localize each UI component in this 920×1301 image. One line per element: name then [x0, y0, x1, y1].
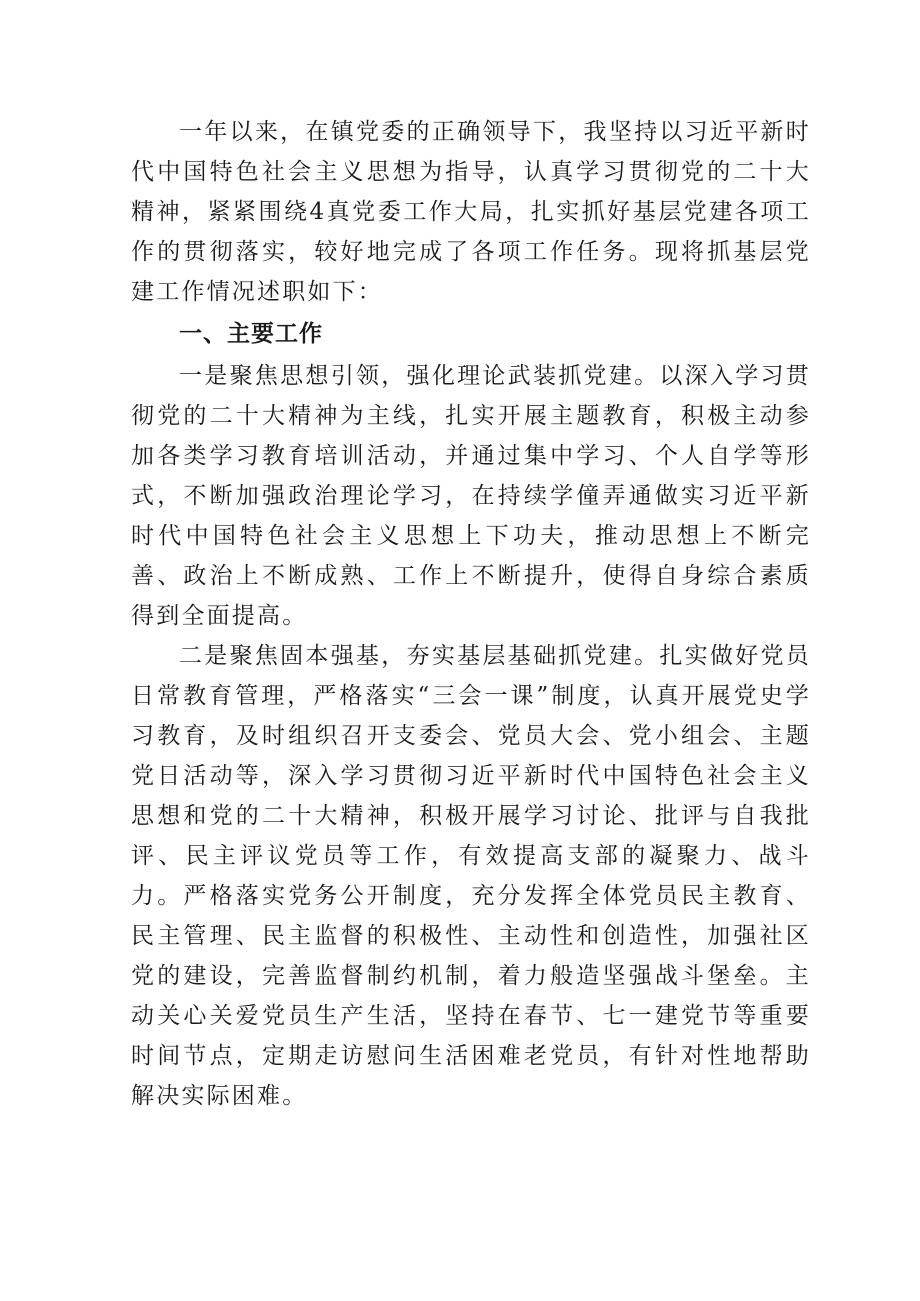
intro-paragraph: 一年以来，在镇党委的正确领导下，我坚持以习近平新时代中国特色社会主义思想为指导，认真学习贯彻党的二十大精神，紧紧围绕4真党委工作大局，扎实抓好基层党建各项工作的贯彻落实，较好地完成了各项工作任务。现将抓基层党建工作情况述职如下： [131, 119, 811, 305]
document-body [131, 112, 811, 1116]
paragraph-foundation: 二是聚焦固本强基，夯实基层基础抓党建。扎实做好党员日常教育管理，严格落实“三会一课”制度，认真开展党史学习教育，及时组织召开支委会、党员大会、党小组会、主题党日活动等，深入学习贯彻习近平新时代中国特色社会主义思想和党的二十大精神，积极开展学习讨论、批评与自我批评、民主评议党员等工作，有效提高支部的凝聚力、战斗力。严格落实党务公开制度，充分发挥全体党员民主教育、民主管理、民主监督的积极性、主动性和创造性，加强社区党的建设，完善监督制约机制，着力般造坚强战斗堡垒。主动关心关爱党员生产生活，坚持在春节、七一建党节等重要时间节点，定期走访慰问生活困难老党员，有针对性地帮助解决实际困难。 [131, 643, 811, 1109]
section-heading: 一、主要工作 [179, 321, 323, 347]
paragraph-ideology: 一是聚焦思想引领，强化理论武装抓党建。以深入学习贯彻党的二十大精神为主线，扎实开展主题教育，积极主动参加各类学习教育培训活动，并通过集中学习、个人自学等形式，不断加强政治理论学习，在持续学僮弄通做实习近平新时代中国特色社会主义思想上下功夫，推动思想上不断完善、政治上不断成熟、工作上不断提升，使得自身综合素质得到全面提高。 [131, 363, 811, 629]
